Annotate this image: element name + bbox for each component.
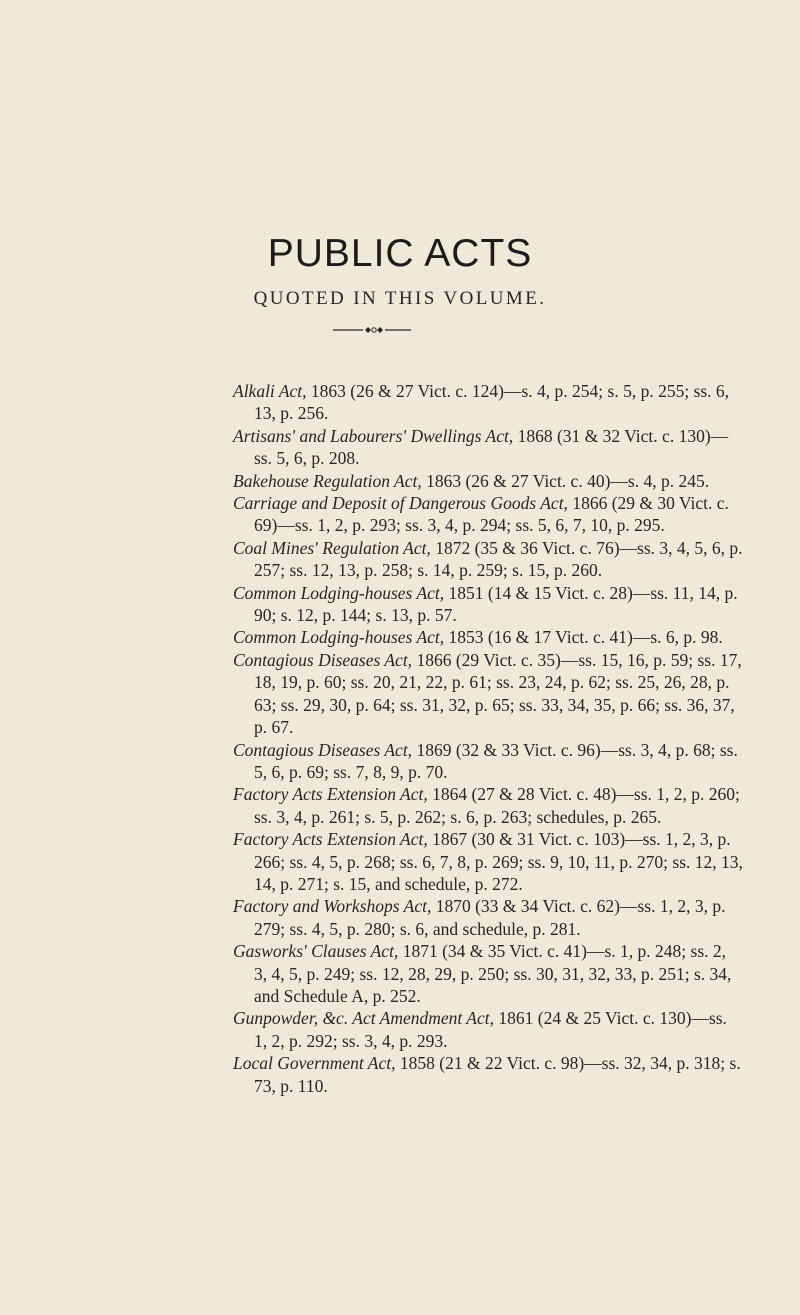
act-details: 1869 (32 & 33 Vict. c. 96)—ss. 3, 4, p. 68; ss. 5, 6, p. 69; ss. 7, 8, 9, p. 70.: [254, 739, 738, 782]
act-details: 1858 (21 & 22 Vict. c. 98)—ss. 32, 34, p. 318; s. 73, p. 110.: [254, 1053, 741, 1096]
act-details: 1861 (24 & 25 Vict. c. 130)—ss. 1, 2, p. 292; ss. 3, 4, p. 293.: [254, 1008, 727, 1051]
list-item: [233, 380, 743, 425]
list-item: [233, 828, 743, 895]
list-item: [233, 739, 743, 784]
act-details: 1870 (33 & 34 Vict. c. 62)—ss. 1, 2, 3, p. 279; ss. 4, 5, p. 280; s. 6, and schedule, p. 281.: [254, 896, 726, 939]
page-title: PUBLIC ACTS: [267, 232, 533, 275]
act-details: 1871 (34 & 35 Vict. c. 41)—s. 1, p. 248; ss. 2, 3, 4, 5, p. 249; ss. 12, 28, 29, p. 250; ss. 30, 31, 32, 33, p. 251; s. 34, and Schedule A, p. 252.: [254, 941, 732, 1006]
act-name: Coal Mines' Regulation Act,: [233, 537, 431, 558]
act-name: Gasworks' Clauses Act,: [233, 941, 399, 962]
act-name: Contagious Diseases Act,: [233, 649, 413, 670]
act-details: 1866 (29 Vict. c. 35)—ss. 15, 16, p. 59; ss. 17, 18, 19, p. 60; ss. 20, 21, 22, p. 61; ss. 23, 24, p. 62; ss. 25, 26, 28, p. 63; ss. 29, 30, p. 64; ss. 31, 32, p. 65; ss. 33, 34, 35, p. 66; ss. 36, 37, p. 67.: [254, 649, 742, 738]
list-item: [233, 425, 743, 470]
act-details: 1867 (30 & 31 Vict. c. 103)—ss. 1, 2, 3, p. 266; ss. 4, 5, p. 268; ss. 6, 7, 8, p. 269; ss. 9, 10, 11, p. 270; ss. 12, 13, 14, p. 271; s. 15, and schedule, p. 272.: [254, 829, 743, 894]
list-item: [233, 470, 743, 492]
act-details: 1866 (29 & 30 Vict. c. 69)—ss. 1, 2, p. 293; ss. 3, 4, p. 294; ss. 5, 6, 7, 10, p. 295.: [254, 493, 729, 536]
act-name: Artisans' and Labourers' Dwellings Act,: [233, 425, 514, 446]
list-item: [233, 783, 743, 828]
act-name: Factory Acts Extension Act,: [233, 829, 428, 850]
list-item: [233, 492, 743, 537]
act-name: Alkali Act,: [233, 381, 307, 401]
act-name: Carriage and Deposit of Dangerous Goods Act,: [233, 493, 568, 514]
act-name: Factory and Workshops Act,: [233, 896, 432, 917]
act-name: Bakehouse Regulation Act,: [233, 470, 422, 491]
act-details: 1853 (16 & 17 Vict. c. 41)—s. 6, p. 98.: [444, 627, 723, 648]
act-details: 1872 (35 & 36 Vict. c. 76)—ss. 3, 4, 5, 6, p. 257; ss. 12, 13, p. 258; s. 14, p. 259; s. 15, p. 260.: [254, 537, 743, 581]
list-item: [233, 895, 743, 940]
list-item: [233, 582, 743, 627]
list-item: [233, 1052, 743, 1097]
act-details: 1864 (27 & 28 Vict. c. 48)—ss. 1, 2, p. 260; ss. 3, 4, p. 261; s. 5, p. 262; s. 6, p. 263; schedules, p. 265.: [254, 784, 740, 827]
act-name: Factory Acts Extension Act,: [233, 784, 428, 805]
act-name: Common Lodging-houses Act,: [233, 627, 445, 648]
act-details: 1863 (26 & 27 Vict. c. 124)—s. 4, p. 254; s. 5, p. 255; ss. 6, 13, p. 256.: [254, 381, 730, 424]
list-item: [233, 626, 743, 648]
list-item: [233, 940, 743, 1007]
divider-ornament-icon: [333, 324, 411, 336]
act-details: 1868 (31 & 32 Vict. c. 130)—ss. 5, 6, p. 208.: [254, 425, 729, 469]
act-details: 1851 (14 & 15 Vict. c. 28)—ss. 11, 14, p. 90; s. 12, p. 144; s. 13, p. 57.: [254, 582, 738, 626]
act-details: 1863 (26 & 27 Vict. c. 40)—s. 4, p. 245.: [421, 470, 710, 491]
acts-list: [233, 380, 743, 1097]
act-name: Contagious Diseases Act,: [233, 739, 413, 760]
list-item: [233, 537, 743, 582]
act-name: Local Government Act,: [233, 1053, 396, 1074]
page-subtitle: QUOTED IN THIS VOLUME.: [253, 288, 547, 309]
list-item: [233, 1007, 743, 1052]
act-name: Gunpowder, &c. Act Amendment Act,: [233, 1008, 495, 1029]
act-name: Common Lodging-houses Act,: [233, 582, 445, 603]
list-item: [233, 649, 743, 739]
